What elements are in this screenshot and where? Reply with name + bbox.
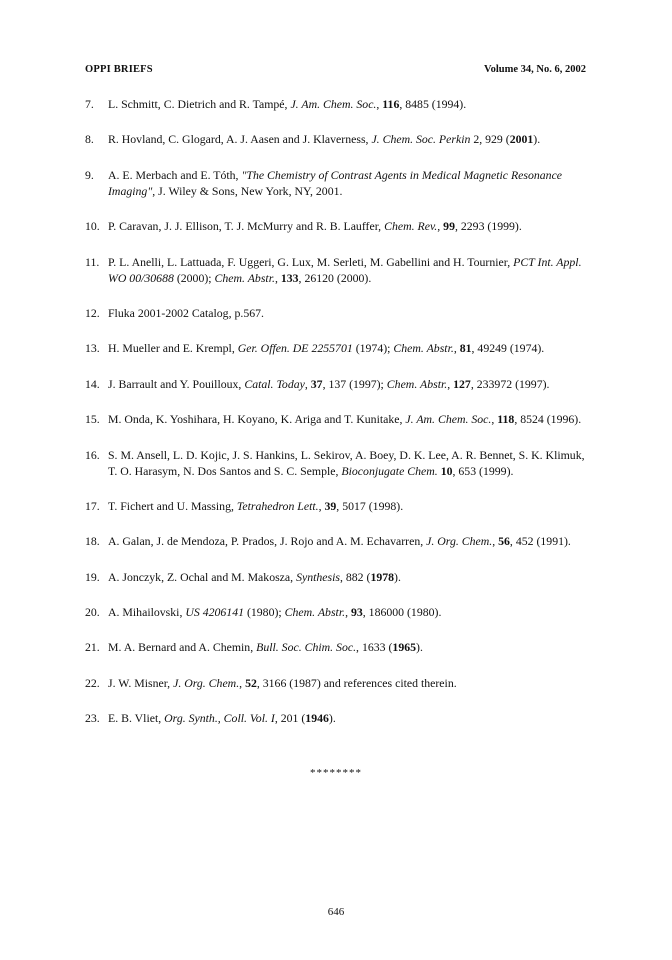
reference-bold-segment: 118 (497, 412, 515, 427)
reference-segment: ). (394, 569, 401, 584)
reference-segment: , 5017 (1998). (336, 498, 404, 513)
reference-segment: ). (533, 132, 541, 147)
reference-italic-segment: J. Chem. Soc. Perkin (371, 132, 471, 147)
reference-text (108, 533, 590, 549)
reference-text (108, 218, 590, 234)
reference-segment: , 137 (1997); (322, 376, 387, 391)
reference-segment: , 233972 (1997). (470, 376, 550, 391)
reference-segment: (2000); (173, 270, 215, 285)
reference-number: 21. (85, 640, 100, 655)
reference-segment: , 653 (1999). (452, 463, 514, 478)
reference-text (108, 675, 590, 691)
reference-italic-segment: US 4206141 (185, 605, 244, 620)
reference-text (108, 639, 590, 655)
reference-segment: J. W. Misner, (108, 675, 174, 690)
reference-text (108, 131, 590, 147)
reference-segment: P. Caravan, J. J. Ellison, T. J. McMurry and R. B. Lauffer, (108, 219, 385, 234)
reference-italic-segment: Chem. Abstr. (393, 341, 454, 356)
reference-text (108, 411, 590, 427)
reference-item (85, 167, 590, 199)
reference-item (85, 498, 590, 514)
reference-text (108, 569, 590, 585)
reference-number: 10. (85, 219, 100, 234)
reference-number: 18. (85, 534, 100, 549)
reference-bold-segment: 37 (310, 376, 323, 391)
reference-segment: , J. Wiley & Sons, New York, NY, 2001. (152, 183, 343, 198)
reference-bold-segment: 1978 (370, 569, 395, 584)
reference-number: 22. (85, 675, 100, 690)
reference-text (108, 96, 590, 112)
reference-bold-segment: 56 (498, 534, 510, 549)
reference-item (85, 604, 590, 620)
reference-segment: , (492, 534, 499, 549)
reference-bold-segment: 39 (324, 498, 337, 513)
reference-item (85, 305, 590, 321)
reference-bold-segment: 1965 (392, 640, 417, 655)
reference-text (108, 254, 590, 286)
reference-segment: , (345, 605, 351, 620)
reference-segment: , (239, 675, 246, 690)
reference-bold-segment: 93 (350, 605, 363, 620)
reference-number: 13. (85, 341, 100, 356)
reference-number: 12. (85, 305, 100, 320)
reference-item (85, 218, 590, 234)
reference-bold-segment: 2001 (509, 132, 534, 147)
reference-number: 17. (85, 498, 100, 513)
reference-number: 19. (85, 569, 100, 584)
reference-segment: E. B. Vliet, (108, 711, 165, 726)
reference-segment: , (453, 341, 460, 356)
reference-segment: (1980); (244, 605, 285, 620)
reference-number: 20. (85, 605, 100, 620)
reference-segment: , (376, 97, 383, 111)
reference-segment: , (437, 219, 444, 234)
reference-text (108, 710, 590, 726)
reference-number: 7. (85, 97, 94, 111)
reference-segment: , 201 ( (274, 711, 306, 726)
reference-segment: A. Galan, J. de Mendoza, P. Prados, J. Rojo and A. M. Echavarren, (108, 534, 427, 549)
reference-item (85, 675, 590, 691)
reference-bold-segment: 116 (382, 97, 400, 111)
reference-segment: R. Hovland, C. Glogard, A. J. Aasen and J. Klaverness, (108, 132, 372, 147)
reference-text (108, 305, 590, 321)
reference-segment: A. Jonczyk, Z. Ochal and M. Makosza, (108, 569, 297, 584)
reference-italic-segment: J. Am. Chem. Soc. (405, 412, 492, 427)
reference-bold-segment: 99 (443, 219, 455, 234)
reference-text (108, 447, 590, 479)
reference-item (85, 447, 590, 479)
reference-segment: , 8485 (1994). (399, 97, 467, 111)
reference-text (108, 376, 590, 392)
reference-list (85, 96, 590, 746)
reference-segment: Fluka 2001-2002 Catalog, p.567. (108, 305, 264, 320)
reference-segment: A. Mihailovski, (108, 605, 186, 620)
reference-item (85, 96, 590, 112)
reference-bold-segment: 10 (440, 463, 453, 478)
reference-segment: P. L. Anelli, L. Lattuada, F. Uggeri, G. Lux, M. Serleti, M. Gabellini and H. Tournier, (108, 254, 514, 269)
reference-segment: T. Fichert and U. Massing, (108, 498, 237, 513)
reference-italic-segment: Chem. Abstr. (214, 270, 275, 285)
reference-segment: , 3166 (1987) and references cited therein. (256, 675, 457, 690)
reference-text (108, 167, 590, 199)
reference-segment: , 26120 (2000). (298, 270, 372, 285)
reference-italic-segment: Ger. Offen. DE 2255701 (237, 341, 353, 356)
reference-bold-segment: 133 (280, 270, 299, 285)
reference-segment: A. E. Merbach and E. Tóth, (108, 167, 242, 182)
reference-bold-segment: 81 (459, 341, 472, 356)
reference-item (85, 340, 590, 356)
reference-bold-segment: 127 (453, 376, 471, 391)
reference-italic-segment: J. Am. Chem. Soc. (290, 97, 377, 111)
reference-segment: , (491, 412, 498, 427)
reference-segment: M. Onda, K. Yoshihara, H. Koyano, K. Ariga and T. Kunitake, (108, 412, 406, 427)
end-separator: ******** (310, 767, 362, 779)
reference-italic-segment: Bioconjugate Chem. (341, 463, 438, 478)
reference-segment: , 1633 ( (356, 640, 393, 655)
reference-italic-segment: Catal. Today (244, 376, 305, 391)
reference-segment: M. A. Bernard and A. Chemin, (108, 640, 257, 655)
reference-item (85, 639, 590, 655)
reference-italic-segment: "The Chemistry of Contrast Agents in Medical Magnetic Resonance Imaging" (108, 167, 563, 198)
reference-item (85, 376, 590, 392)
reference-italic-segment: Org. Synth., Coll. Vol. I (164, 711, 275, 726)
running-header-volume: Volume 34, No. 6, 2002 (484, 64, 586, 75)
reference-bold-segment: 1946 (305, 711, 329, 726)
reference-number: 9. (85, 167, 94, 182)
reference-segment: , 8524 (1996). (514, 412, 582, 427)
reference-segment: , 186000 (1980). (362, 605, 442, 620)
reference-segment: , (318, 498, 325, 513)
reference-number: 14. (85, 376, 100, 391)
reference-italic-segment: Synthesis (296, 569, 340, 584)
reference-segment: , 2293 (1999). (454, 219, 522, 234)
reference-item (85, 131, 590, 147)
reference-number: 23. (85, 711, 100, 726)
reference-text (108, 340, 590, 356)
reference-item (85, 710, 590, 726)
reference-segment: , 49249 (1974). (471, 341, 545, 356)
reference-italic-segment: J. Org. Chem. (173, 675, 240, 690)
running-header-journal: OPPI BRIEFS (85, 64, 153, 75)
reference-segment: , (274, 270, 281, 285)
reference-italic-segment: Chem. Abstr. (284, 605, 346, 620)
reference-item (85, 411, 590, 427)
reference-item (85, 254, 590, 286)
reference-number: 8. (85, 132, 94, 147)
reference-italic-segment: Chem. Abstr. (386, 376, 448, 391)
reference-number: 11. (85, 254, 100, 269)
reference-segment: S. M. Ansell, L. D. Kojic, J. S. Hankins, L. Sekirov, A. Boey, D. K. Lee, A. R. Bennet, S. K. Klimuk, T. O. Harasym, N. Dos Santos and S. C. Semple, (108, 447, 585, 478)
reference-text (108, 604, 590, 620)
reference-number: 15. (85, 412, 100, 427)
reference-text (108, 498, 590, 514)
reference-italic-segment: Chem. Rev. (384, 219, 438, 234)
reference-segment: ). (328, 711, 336, 726)
reference-segment: , 452 (1991). (509, 534, 571, 549)
reference-italic-segment: J. Org. Chem. (426, 534, 493, 549)
reference-number: 16. (85, 447, 100, 462)
reference-item (85, 569, 590, 585)
reference-segment: , (304, 376, 311, 391)
reference-segment: L. Schmitt, C. Dietrich and R. Tampé, (108, 97, 291, 111)
reference-segment: (1974); (352, 341, 394, 356)
reference-italic-segment: Tetrahedron Lett. (236, 498, 319, 513)
reference-italic-segment: PCT Int. Appl. WO 00/30688 (108, 254, 582, 285)
reference-bold-segment: 52 (245, 675, 257, 690)
reference-segment: H. Mueller and E. Krempl, (108, 341, 238, 356)
reference-item (85, 533, 590, 549)
reference-italic-segment: Bull. Soc. Chim. Soc. (256, 640, 357, 655)
reference-segment: , 882 ( (339, 569, 371, 584)
reference-segment: , (447, 376, 454, 391)
reference-segment: 2, 929 ( (470, 132, 510, 147)
reference-segment: ). (416, 640, 423, 655)
page-number: 646 (327, 906, 345, 918)
reference-segment: J. Barrault and Y. Pouilloux, (108, 376, 245, 391)
